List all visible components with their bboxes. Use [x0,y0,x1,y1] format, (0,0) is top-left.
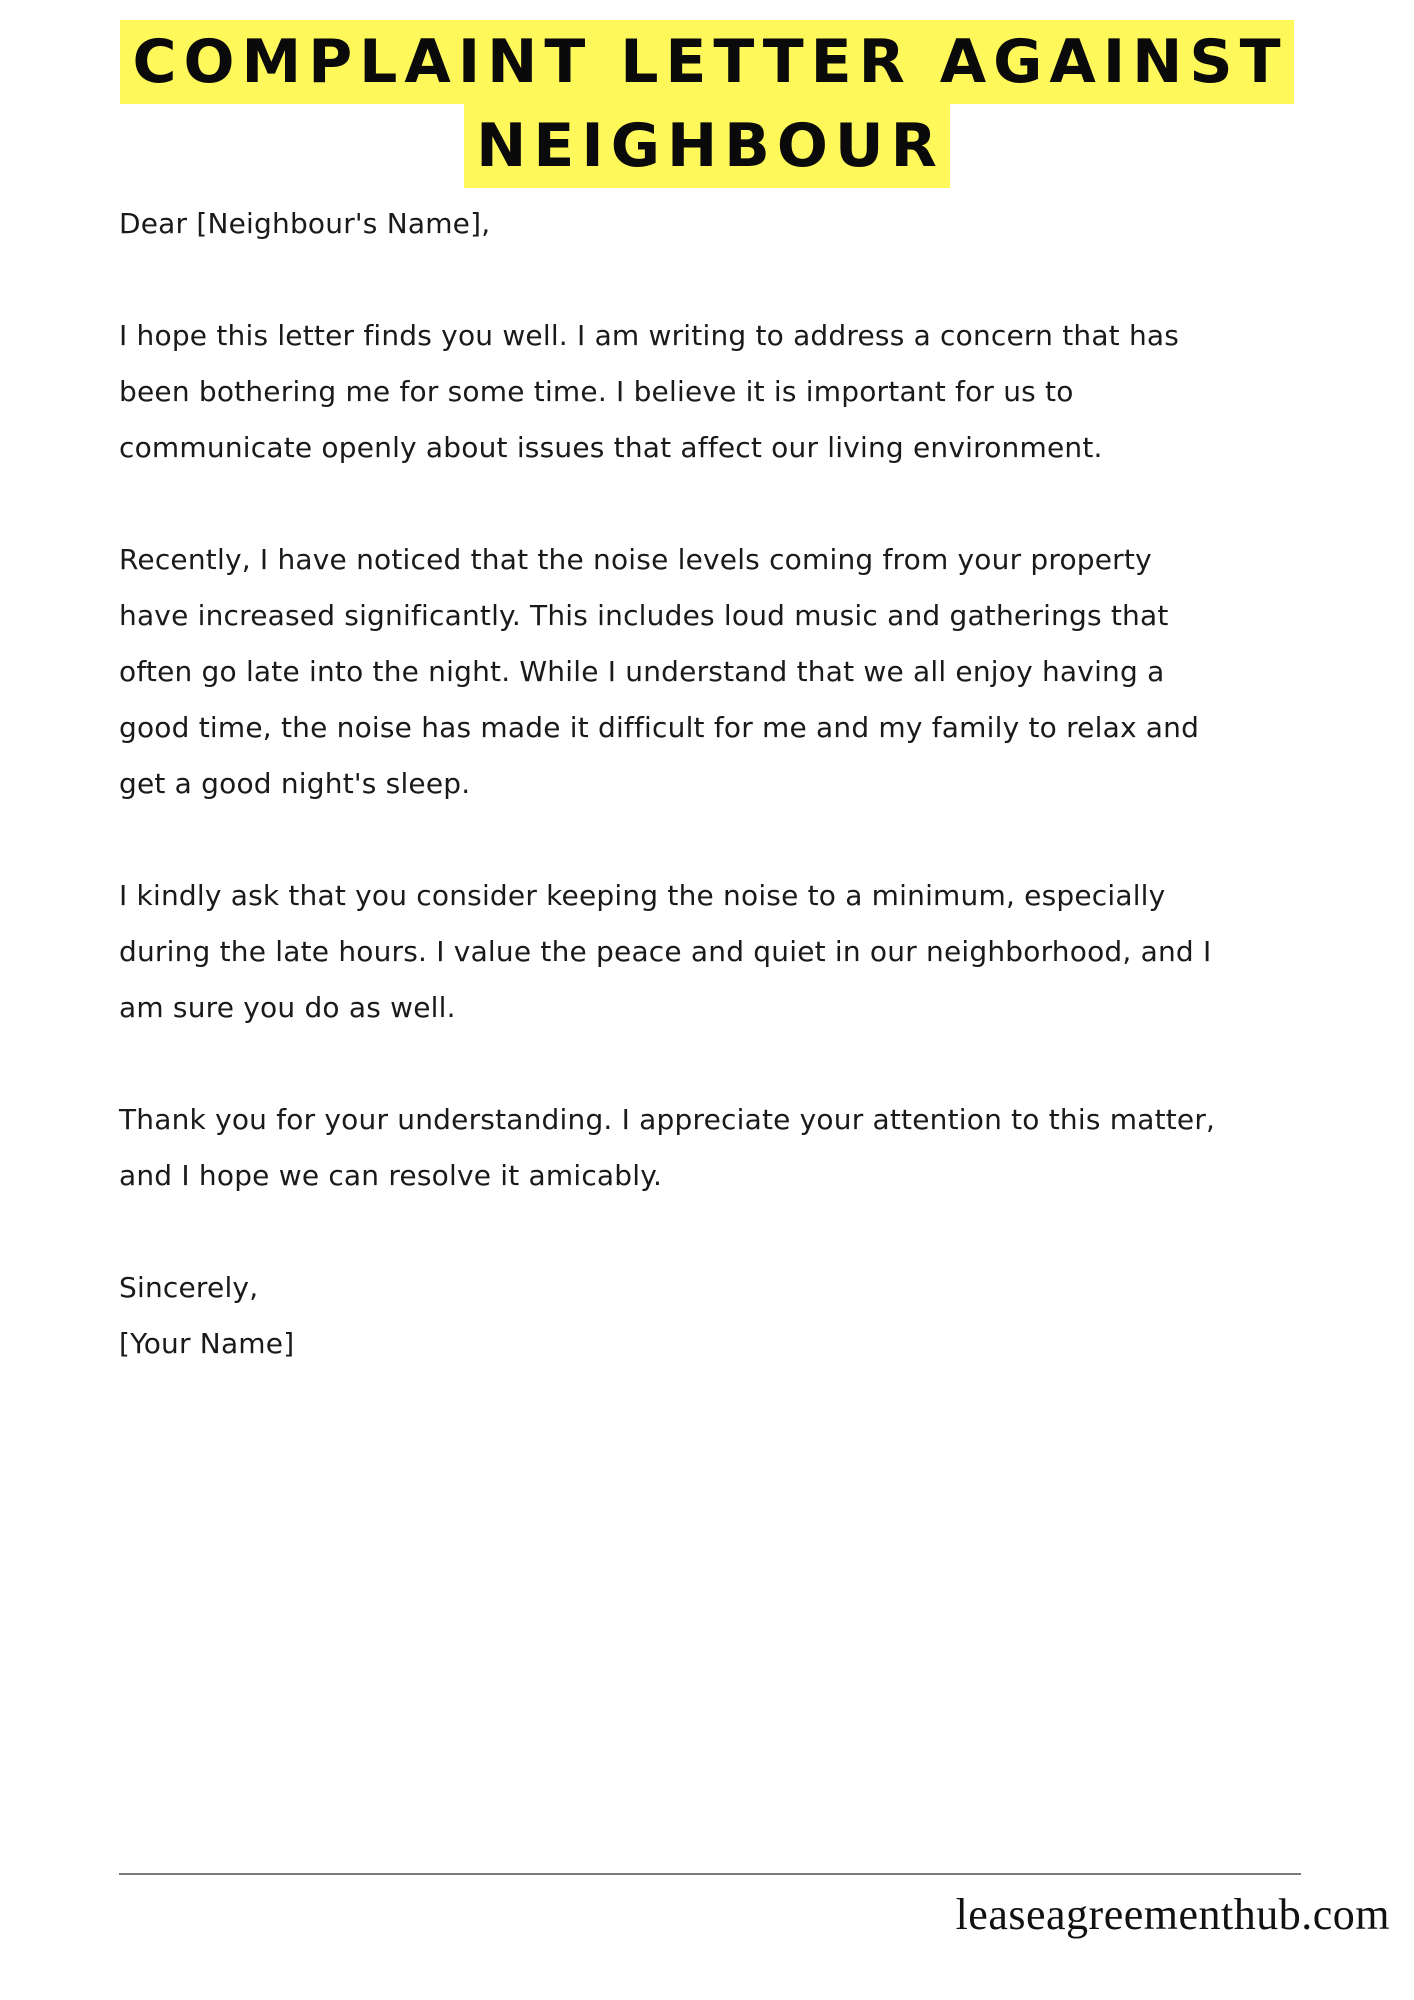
paragraph-line: good time, the noise has made it difficult for me and my family to relax and [119,711,1200,744]
paragraph-line: been bothering me for some time. I believe it is important for us to [119,375,1074,408]
title-line-1: COMPLAINT LETTER AGAINST [120,20,1293,104]
paragraph-line: get a good night's sleep. [119,767,471,800]
paragraph-line: am sure you do as well. [119,991,456,1024]
footer-divider [119,1873,1301,1875]
letter-body [119,196,1319,1428]
paragraph-line: often go late into the night. While I understand that we all enjoy having a [119,655,1165,688]
paragraph-line: during the late hours. I value the peace and quiet in our neighborhood, and I [119,935,1212,968]
paragraph-4 [119,1092,1319,1204]
paragraph-line: communicate openly about issues that affect our living environment. [119,431,1103,464]
footer-website: leaseagreementhub.com [955,1890,1390,1939]
salutation-text: Dear [Neighbour's Name], [119,207,491,240]
closing-text: Sincerely, [119,1271,259,1304]
title-line-2: NEIGHBOUR [464,104,950,188]
paragraph-1 [119,308,1319,476]
paragraph-line: have increased significantly. This includes loud music and gatherings that [119,599,1169,632]
signature-placeholder: [Your Name] [119,1327,295,1360]
paragraph-line: and I hope we can resolve it amicably. [119,1159,663,1192]
paragraph-line: Recently, I have noticed that the noise levels coming from your property [119,543,1152,576]
paragraph-3 [119,868,1319,1036]
paragraph-line: I hope this letter finds you well. I am writing to address a concern that has [119,319,1180,352]
closing-block [119,1260,1319,1372]
paragraph-line: I kindly ask that you consider keeping the noise to a minimum, especially [119,879,1166,912]
paragraph-2 [119,532,1319,812]
document-title [0,20,1414,188]
paragraph-line: Thank you for your understanding. I appreciate your attention to this matter, [119,1103,1216,1136]
salutation [119,196,1319,252]
